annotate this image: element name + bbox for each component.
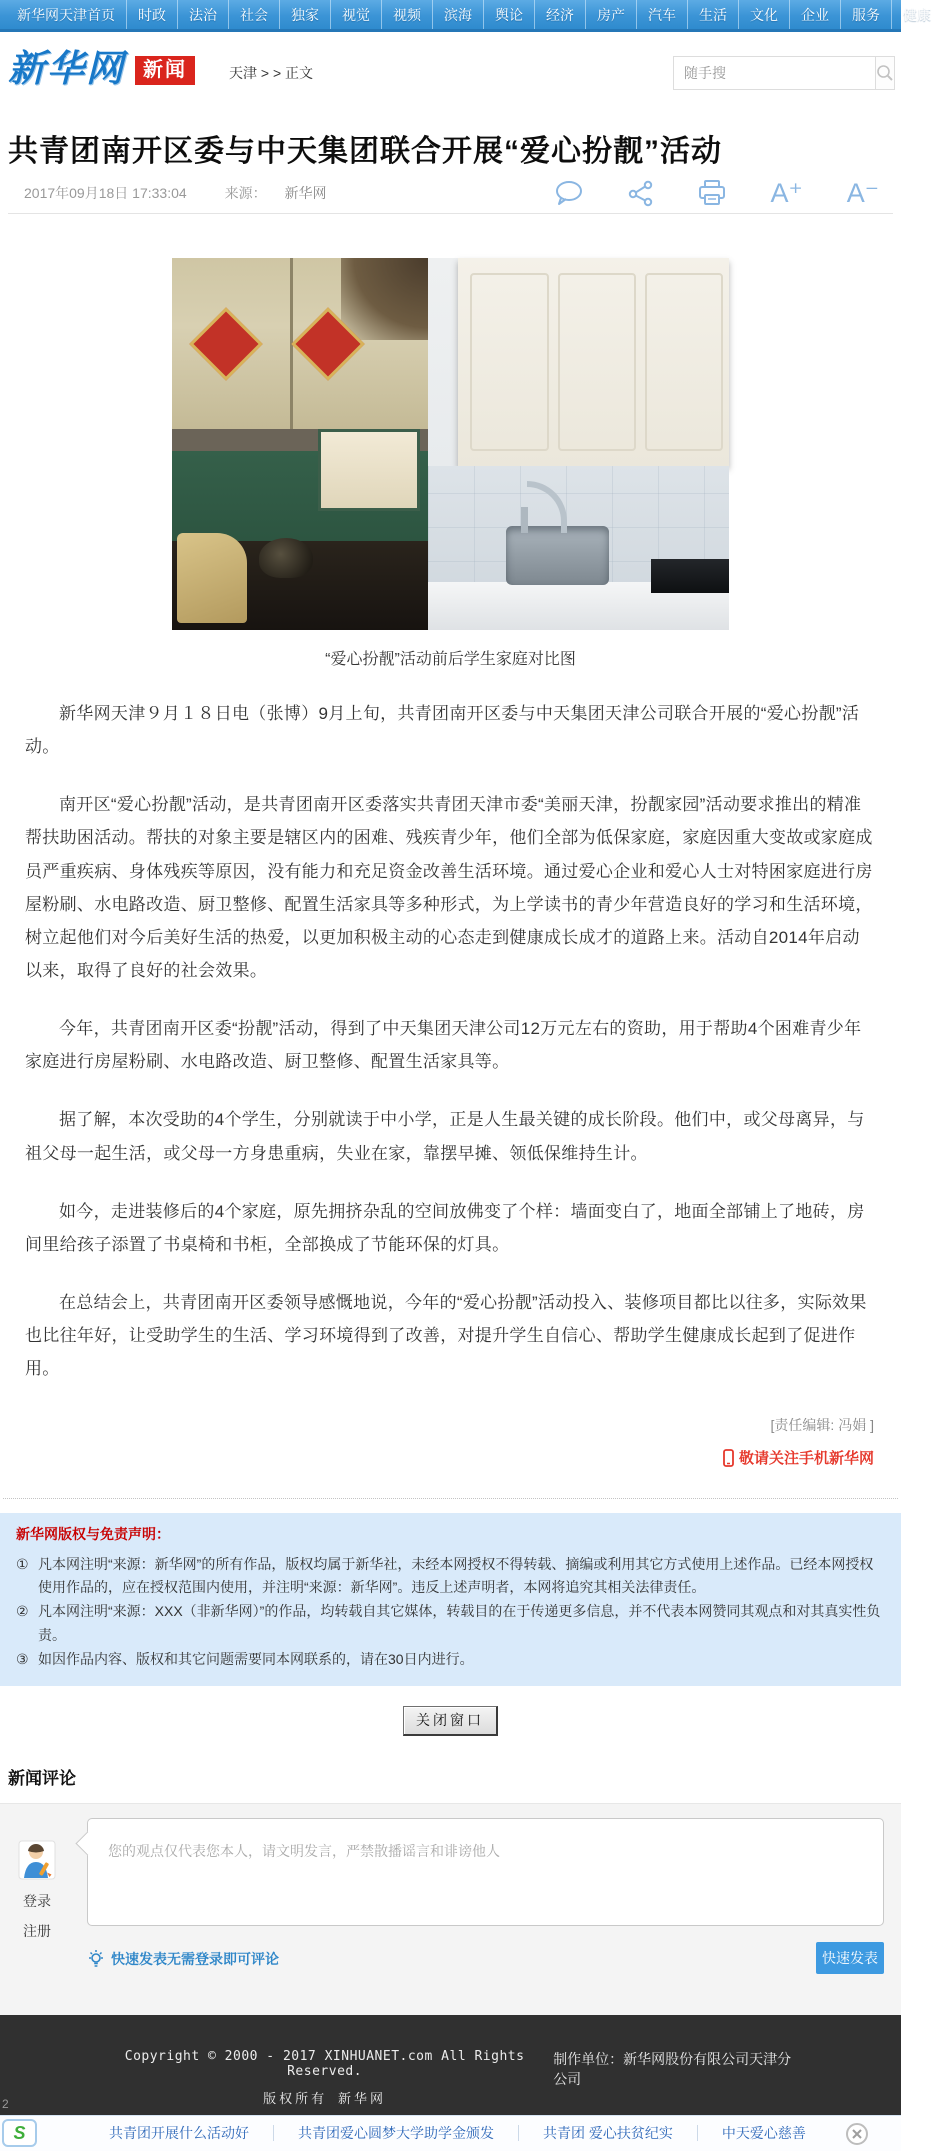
user-avatar-icon <box>18 1840 56 1880</box>
article-meta <box>8 172 893 214</box>
mobile-xinhuanet-link[interactable] <box>723 1447 874 1468</box>
wall-stain <box>341 258 428 340</box>
quick-post-tip[interactable]: 快速发表无需登录即可评论 <box>111 1950 279 1967</box>
photo-before <box>172 258 428 630</box>
old-window <box>318 429 420 511</box>
title-block <box>0 126 901 214</box>
cabinet-door <box>558 273 636 452</box>
nav-item-health[interactable]: 健康 <box>903 7 931 23</box>
editor-credit: [责任编辑: 冯娟 ] <box>770 1417 874 1434</box>
nav-item-life[interactable]: 生活 <box>688 0 739 29</box>
nav-item-video[interactable]: 视频 <box>382 0 433 29</box>
print-icon[interactable] <box>698 180 726 206</box>
cooktop <box>651 559 729 592</box>
share-icon[interactable] <box>628 180 654 206</box>
site-header <box>0 32 901 116</box>
copyright-disclaimer <box>0 1513 901 1686</box>
search-button[interactable] <box>875 57 894 89</box>
cabinet-door <box>645 273 723 452</box>
item-marker: ③ <box>16 1650 29 1667</box>
bulb-icon <box>87 1949 105 1969</box>
article-paragraph: 南开区“爱心扮靓”活动，是共青团南开区委落实共青团天津市委“美丽天津，扮靓家园”活动要求推出的精准帮扶助困活动。帮扶的对象主要是辖区内的困难、残疾青少年，他们全部为低保家庭，家庭因重大变故或家庭成员严重疾病、身体残疾等原因，没有能力和充足资金改善生活环境。通过爱心企业和爱心人士对特困家庭进行房屋粉刷、水电路改造、厨卫整修、配置生活家具等多种形式，为上学读书的青少年营造良好的学习和生活环境，树立起他们对今后美好生活的热爱，以更加积极主动的心态走到健康成长成才的道路上来。活动自2014年启动以来，取得了良好的社会效果。 <box>25 795 873 980</box>
news-badge: 新闻 <box>135 56 195 85</box>
nav-item-law[interactable]: 法治 <box>178 0 229 29</box>
nav-item-home[interactable]: 新华网天津首页 <box>6 0 127 29</box>
nav-item-opinion[interactable]: 舆论 <box>484 0 535 29</box>
article-paragraph: 今年，共青团南开区委“扮靓”活动，得到了中天集团天津公司12万元左右的资助，用于帮助4个困难青少年家庭进行房屋粉刷、水电路改造、厨卫整修、配置生活家具等。 <box>25 1019 862 1072</box>
comment-textarea[interactable] <box>88 1819 883 1925</box>
comment-icon[interactable] <box>554 180 584 206</box>
plastic-basin <box>177 533 247 623</box>
mobile-notice-text: 敬请关注手机新华网 <box>738 1450 874 1468</box>
new-sink <box>506 526 608 586</box>
nav-item-binhai[interactable]: 滨海 <box>433 0 484 29</box>
related-link[interactable]: 中天爱心慈善 <box>721 2125 806 2142</box>
article-paragraph: 据了解，本次受助的4个学生，分别就读于中小学，正是人生最关键的成长阶段。他们中，或父母离异，与祖父母一起生活，或父母一方身患重病，失业在家，靠摆早摊、领低保维持生计。 <box>25 1110 865 1163</box>
nav-item-economy[interactable]: 经济 <box>535 0 586 29</box>
font-decrease-button[interactable]: A⁻ <box>846 177 879 208</box>
photo-caption: “爱心扮靓”活动前后学生家庭对比图 <box>325 651 576 668</box>
article-paragraph: 如今，走进装修后的4个家庭，原先拥挤杂乱的空间放佛变了个样：墙面变白了，地面全部铺上了地砖，房间里给孩子添置了书桌椅和书柜，全部换成了节能环保的灯具。 <box>25 1201 865 1254</box>
disclaimer-title: 新华网版权与免责声明： <box>16 1525 170 1542</box>
item-marker: ① <box>16 1555 29 1572</box>
font-increase-button[interactable]: A⁺ <box>770 177 803 208</box>
disclaimer-item <box>16 1600 885 1648</box>
page-artifact: 2 <box>2 2096 9 2111</box>
site-footer <box>0 2015 901 2115</box>
breadcrumb-current: > 正文 <box>272 65 314 81</box>
breadcrumb <box>229 63 313 83</box>
nav-item-politics[interactable]: 时政 <box>127 0 178 29</box>
related-links-bar <box>0 2115 901 2151</box>
old-pot <box>259 538 313 578</box>
related-link[interactable]: 共青团 爱心扶贫纪实 <box>519 2125 698 2141</box>
comment-input-box <box>87 1818 884 1926</box>
sogou-letter: S <box>13 2123 26 2144</box>
close-window-button[interactable]: 关闭窗口 <box>403 1706 498 1736</box>
rights-text: 版权所有 新华网 <box>263 2091 386 2107</box>
quick-post-button[interactable]: 快速发表 <box>816 1942 884 1974</box>
sogou-icon[interactable] <box>2 2119 37 2147</box>
disclaimer-item <box>16 1648 885 1672</box>
phone-icon <box>723 1449 734 1467</box>
source-label: 来源： <box>224 185 267 201</box>
disclaimer-item <box>16 1553 885 1601</box>
nav-item-vision[interactable]: 视觉 <box>331 0 382 29</box>
article-paragraph: 在总结会上，共青团南开区委领导感慨地说，今年的“爱心扮靓”活动投入、装修项目都比以往多，实际效果也比往年好，让受助学生的生活、学习环境得到了改善，对提升学生自信心、帮助学生健康成长起到了促进作用。 <box>25 1292 867 1379</box>
search-box <box>673 56 895 90</box>
publish-date: 2017年09月18日 17:33:04 <box>24 185 187 201</box>
nav-item-auto[interactable]: 汽车 <box>637 0 688 29</box>
related-link[interactable]: 共青团开展什么活动好 <box>85 2125 274 2141</box>
article-title: 共青团南开区委与中天集团联合开展“爱心扮靓”活动 <box>8 135 722 168</box>
photo-after <box>428 258 729 630</box>
disclaimer-text: 凡本网注明“来源：XXX（非新华网）”的作品，均转载自其它媒体，转载目的在于传递更多信息，并不代表本网赞同其观点和对其真实性负责。 <box>38 1603 881 1644</box>
nav-item-exclusive[interactable]: 独家 <box>280 0 331 29</box>
nav-item-realestate[interactable]: 房产 <box>586 0 637 29</box>
comments-heading: 新闻评论 <box>8 1768 76 1788</box>
search-input[interactable] <box>674 57 875 89</box>
related-link[interactable]: 共青团爱心圆梦大学助学金颁发 <box>274 2125 519 2141</box>
register-link[interactable]: 注册 <box>23 1922 51 1939</box>
dotted-divider <box>3 1498 898 1499</box>
item-marker: ② <box>16 1603 29 1620</box>
close-bar-icon[interactable] <box>845 2122 869 2151</box>
disclaimer-text: 凡本网注明“来源：新华网”的所有作品，版权均属于新华社，未经本网授权不得转载、摘编或利用其它方式使用上述作品。已经本网授权使用作品的，应在授权范围内使用，并注明“来源：新华网”。违反上述声明者，本网将追究其相关法律责任。 <box>38 1555 874 1596</box>
copyright-text: Copyright © 2000 - 2017 XINHUANET.com All Rights Reserved. <box>124 2048 525 2079</box>
nav-item-society[interactable]: 社会 <box>229 0 280 29</box>
nav-item-enterprise[interactable]: 企业 <box>790 0 841 29</box>
article-paragraph: 新华网天津９月１８日电（张博）9月上旬，共青团南开区委与中天集团天津公司联合开展的“爱心扮靓”活动。 <box>25 704 860 757</box>
xinhuanet-logo[interactable]: 新华网 <box>8 48 125 89</box>
search-icon <box>876 64 894 82</box>
breadcrumb-tianjin[interactable]: 天津 > <box>229 65 270 81</box>
article-photo-comparison <box>172 258 729 630</box>
top-nav <box>0 0 931 32</box>
comment-panel <box>0 1803 901 2015</box>
producer-text: 制作单位：新华网股份有限公司天津分公司 <box>553 2050 792 2087</box>
cabinet-door <box>470 273 548 452</box>
disclaimer-text: 如因作品内容、版权和其它问题需要同本网联系的，请在30日内进行。 <box>38 1650 474 1667</box>
nav-item-service[interactable]: 服务 <box>841 0 892 29</box>
login-link[interactable]: 登录 <box>23 1892 51 1909</box>
article-body <box>0 258 901 1472</box>
nav-item-culture[interactable]: 文化 <box>739 0 790 29</box>
source-name: 新华网 <box>284 185 327 201</box>
